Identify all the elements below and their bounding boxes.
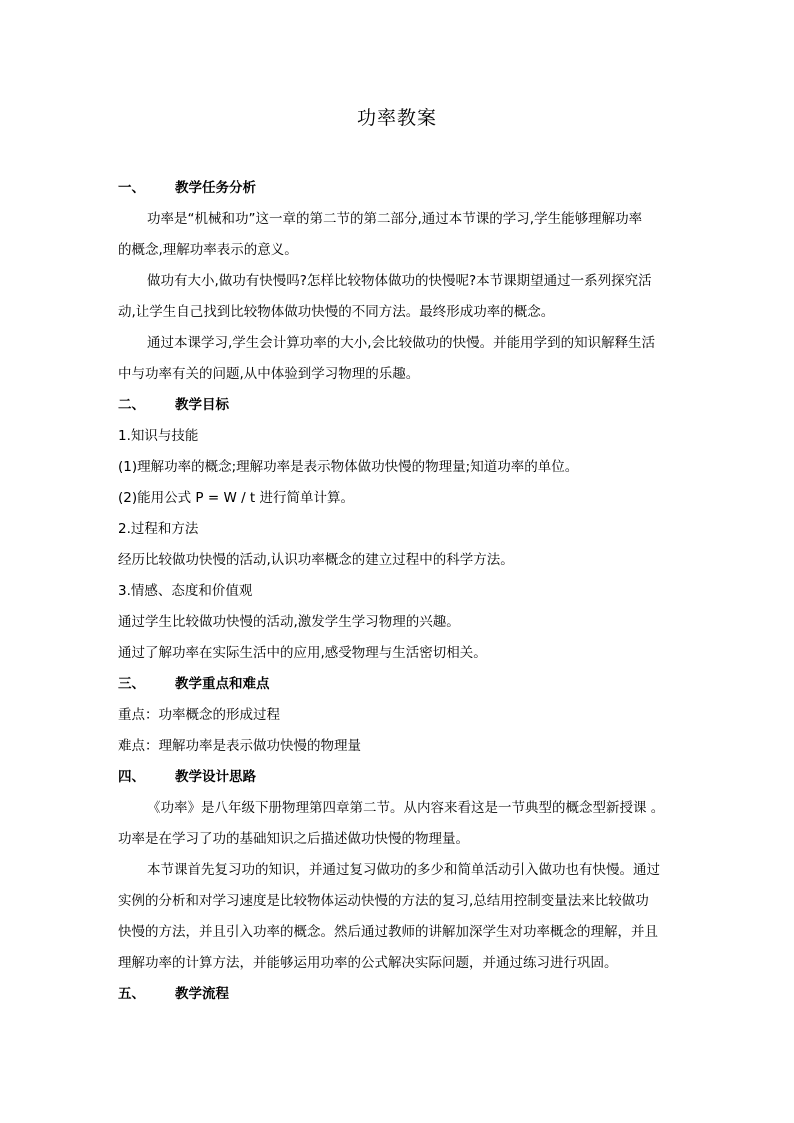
section-heading-4 <box>118 762 684 793</box>
paragraph-line: 经历比较做功快慢的活动,认识功率概念的建立过程中的科学方法。 <box>118 552 514 568</box>
section-heading-5 <box>118 979 684 1010</box>
paragraph-line: 功率是“机械和功”这一章的第二节的第二部分,通过本节课的学习,学生能够理解功率 <box>147 211 643 227</box>
subsection-label: 2.过程和方法 <box>118 521 199 537</box>
section-title: 教学设计思路 <box>175 769 256 785</box>
paragraph-line: 做功有大小,做功有快慢吗?怎样比较物体做功的快慢呢?本节课期望通过一系列探究活 <box>147 273 652 289</box>
document-body <box>118 173 684 1010</box>
section-title: 教学重点和难点 <box>175 676 270 692</box>
section-number: 一、 <box>118 180 145 196</box>
section-number: 五、 <box>118 986 145 1002</box>
section-number: 四、 <box>118 769 145 785</box>
section-heading-2 <box>118 390 684 421</box>
section-heading-3 <box>118 669 684 700</box>
paragraph-line: 通过学生比较做功快慢的活动,激发学生学习物理的兴趣。 <box>118 614 460 630</box>
paragraph-line: 《功率》是八年级下册物理第四章第二节。从内容来看这是一节典型的概念型新授课 。 <box>147 800 665 816</box>
paragraph-line: 难点：理解功率是表示做功快慢的物理量 <box>118 738 361 754</box>
paragraph-line: 实例的分析和对学习速度是比较物体运动快慢的方法的复习,总结用控制变量法来比较做功 <box>118 893 649 909</box>
paragraph-line: 中与功率有关的问题,从中体验到学习物理的乐趣。 <box>118 366 420 382</box>
paragraph-line: 本节课首先复习功的知识，并通过复习做功的多少和简单活动引入做功也有快慢。通过 <box>147 862 660 878</box>
paragraph-line: (2)能用公式 P = W / t 进行简单计算。 <box>118 490 355 506</box>
section-title: 教学任务分析 <box>175 180 256 196</box>
subsection-label: 3.情感、态度和价值观 <box>118 583 253 599</box>
section-number: 二、 <box>118 397 145 413</box>
section-title: 教学目标 <box>175 397 229 413</box>
paragraph-line: 通过本课学习,学生会计算功率的大小,会比较做功的快慢。并能用学到的知识解释生活 <box>147 335 656 351</box>
paragraph-line: 理解功率的计算方法，并能够运用功率的公式解决实际问题，并通过练习进行巩固。 <box>118 955 618 971</box>
subsection-label: 1.知识与技能 <box>118 428 199 444</box>
section-title: 教学流程 <box>175 986 229 1002</box>
paragraph-line: 通过了解功率在实际生活中的应用,感受物理与生活密切相关。 <box>118 645 487 661</box>
paragraph-line: 功率是在学习了功的基础知识之后描述做功快慢的物理量。 <box>118 831 469 847</box>
paragraph-line: 快慢的方法，并且引入功率的概念。然后通过教师的讲解加深学生对功率概念的理解，并且 <box>118 924 658 940</box>
paragraph-line: 动,让学生自己找到比较物体做功快慢的不同方法。最终形成功率的概念。 <box>118 304 555 320</box>
page-title: 功率教案 <box>356 107 437 129</box>
paragraph-line: (1)理解功率的概念;理解功率是表示物体做功快慢的物理量;知道功率的单位。 <box>118 459 579 475</box>
paragraph-line: 重点：功率概念的形成过程 <box>118 707 280 723</box>
section-number: 三、 <box>118 676 145 692</box>
paragraph-line: 的概念,理解功率表示的意义。 <box>118 242 298 258</box>
section-heading-1 <box>118 173 684 204</box>
